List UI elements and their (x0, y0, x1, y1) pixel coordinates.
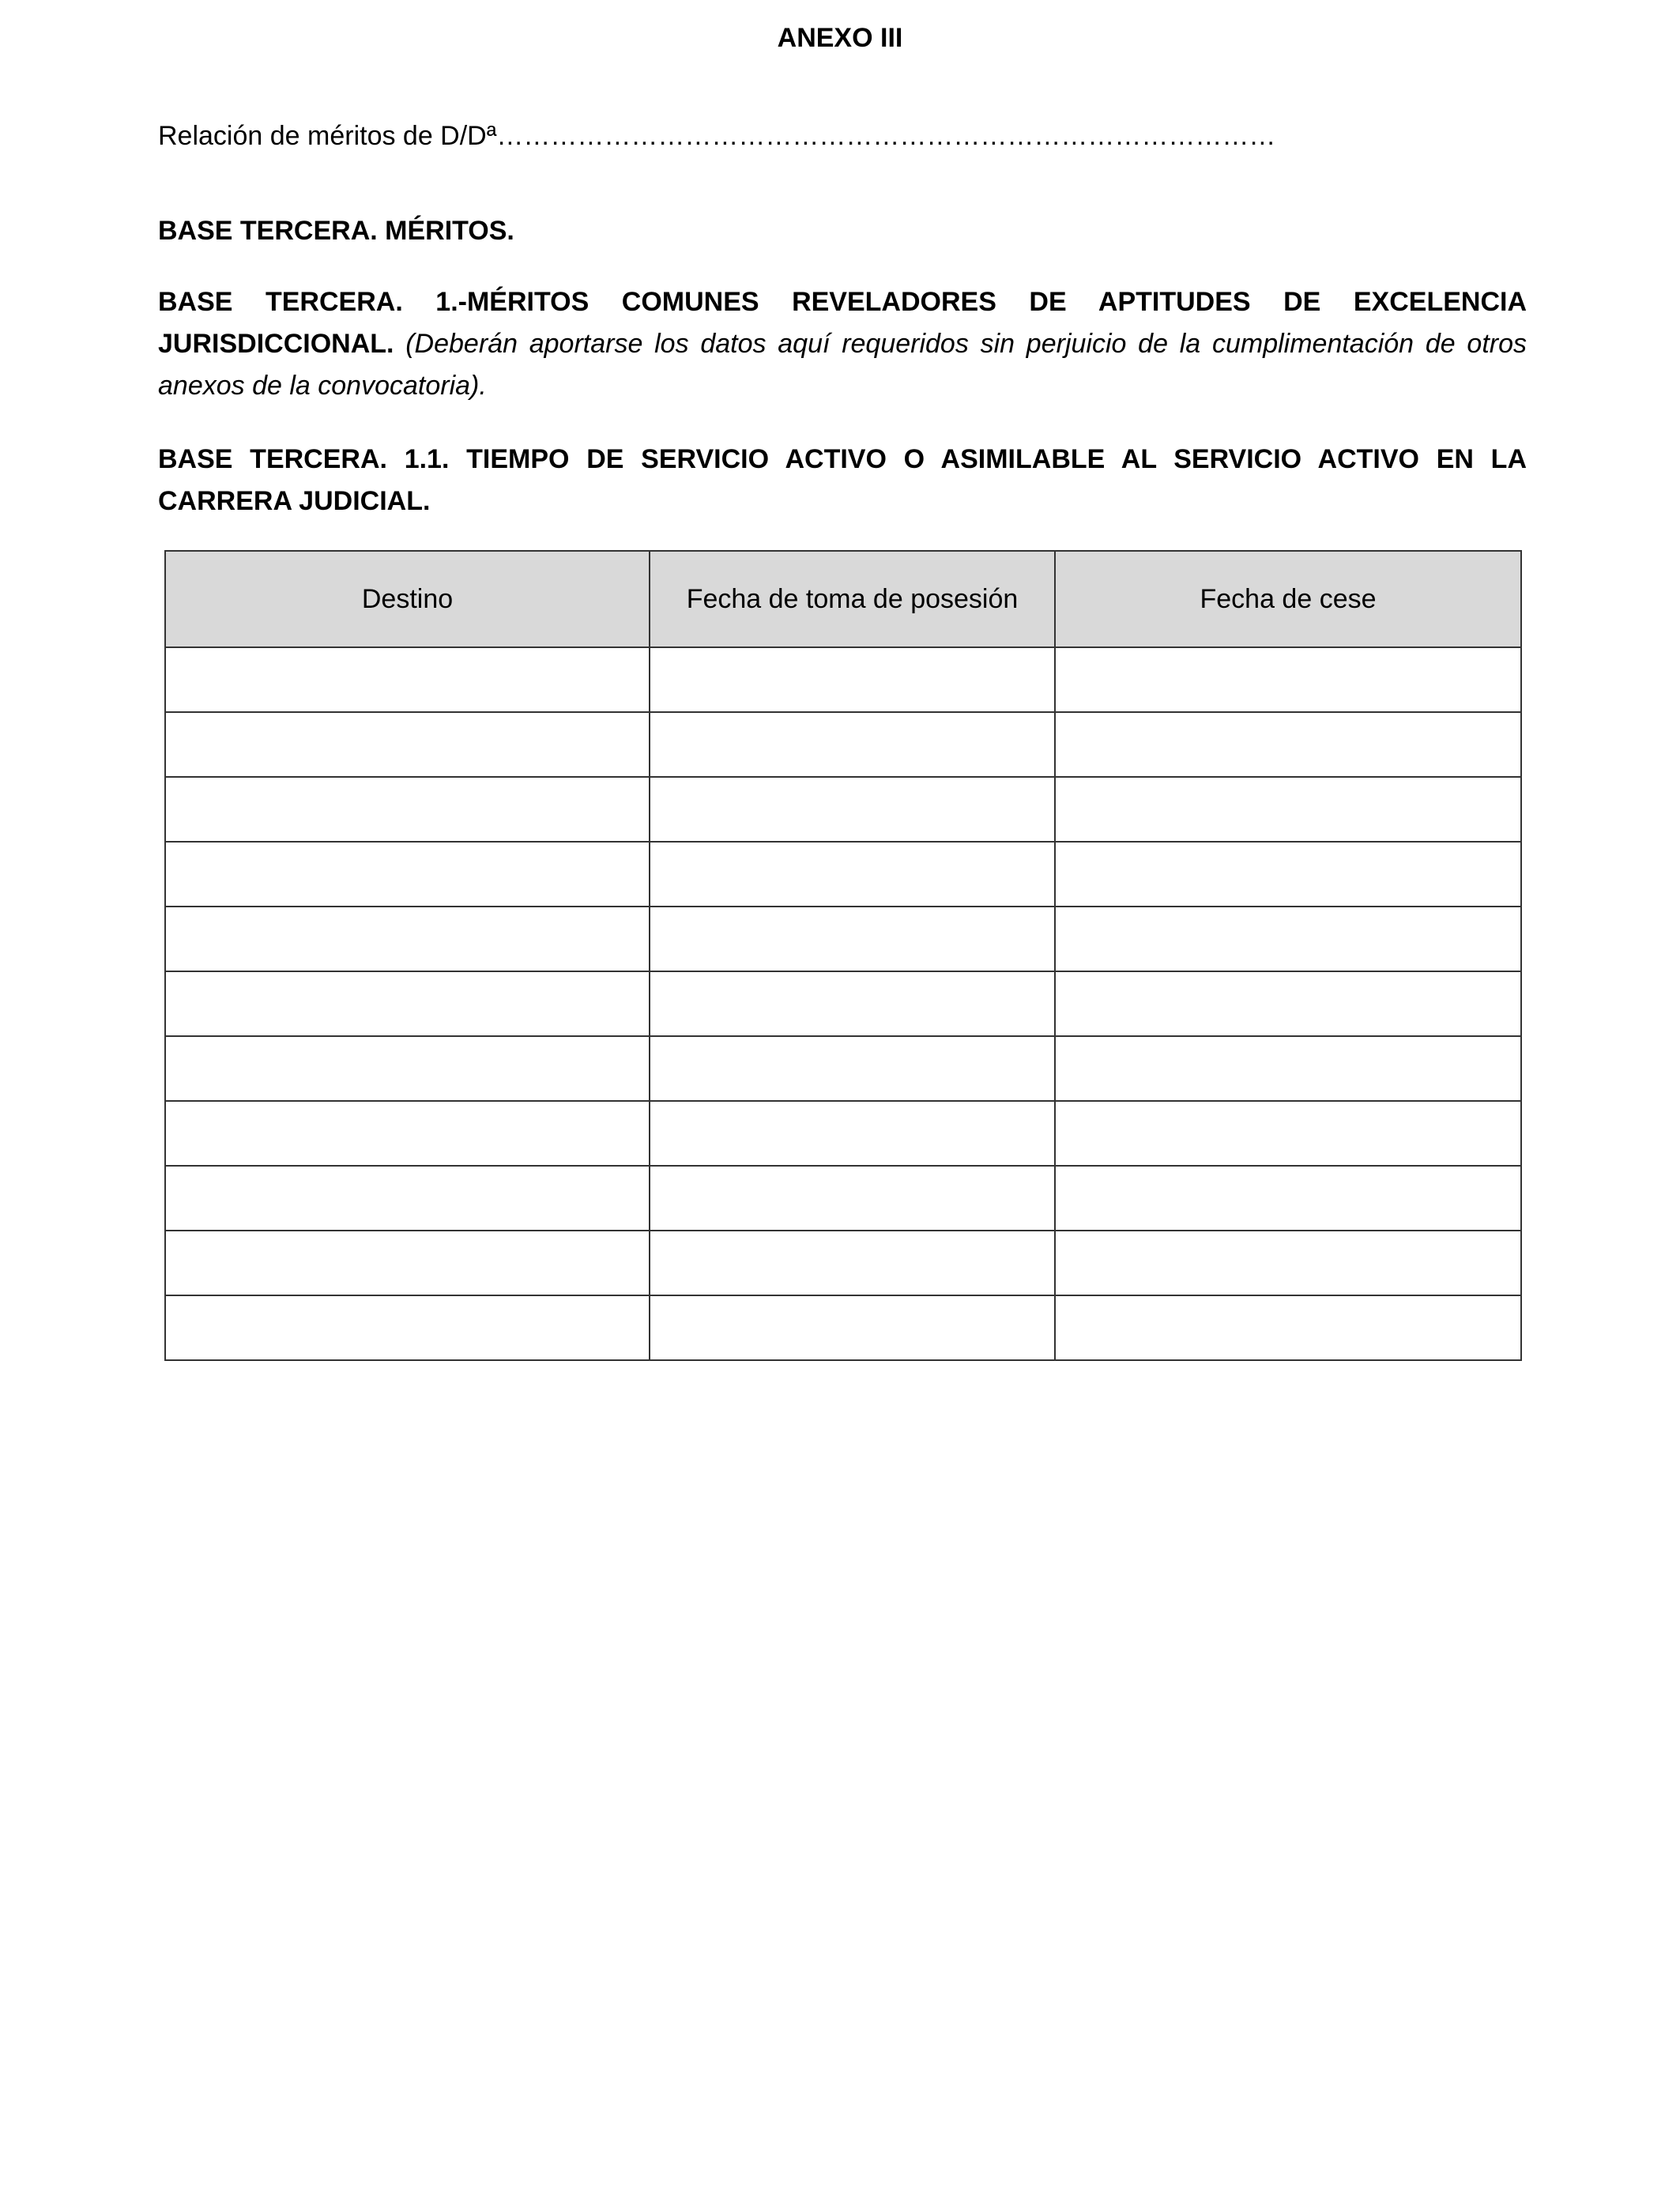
cell-destino[interactable] (165, 777, 650, 842)
cell-fecha-cese[interactable] (1055, 842, 1521, 907)
table-row (165, 1231, 1521, 1295)
cell-fecha-cese[interactable] (1055, 647, 1521, 712)
cell-fecha-toma-posesion[interactable] (650, 647, 1055, 712)
heading-merits: BASE TERCERA. MÉRITOS. (158, 216, 514, 246)
table-row (165, 971, 1521, 1036)
table-row (165, 907, 1521, 971)
table-row (165, 777, 1521, 842)
cell-fecha-toma-posesion[interactable] (650, 1036, 1055, 1101)
cell-fecha-toma-posesion[interactable] (650, 1231, 1055, 1295)
section-service-time-title: BASE TERCERA. 1.1. TIEMPO DE SERVICIO ACTIVO O ASIMILABLE AL SERVICIO ACTIVO EN LA CARRERA JUDICIAL. (158, 444, 1527, 516)
cell-destino[interactable] (165, 712, 650, 777)
cell-destino[interactable] (165, 971, 650, 1036)
cell-destino[interactable] (165, 842, 650, 907)
cell-fecha-cese[interactable] (1055, 1231, 1521, 1295)
table-row (165, 1295, 1521, 1360)
cell-fecha-cese[interactable] (1055, 777, 1521, 842)
annex-title: ANEXO III (777, 23, 903, 53)
cell-fecha-cese[interactable] (1055, 1295, 1521, 1360)
section-common-merits (158, 281, 1527, 407)
table-header-row (165, 551, 1521, 647)
header-fecha-cese: Fecha de cese (1055, 551, 1521, 647)
cell-fecha-cese[interactable] (1055, 712, 1521, 777)
header-destino: Destino (165, 551, 650, 647)
cell-destino[interactable] (165, 1036, 650, 1101)
table-row (165, 842, 1521, 907)
header-fecha-toma-posesion: Fecha de toma de posesión (650, 551, 1055, 647)
section-common-merits-note: (Deberán aportarse los datos aquí requeridos sin perjuicio de la cumplimentación de otros anexos de la convocatoria). (158, 329, 1527, 401)
cell-fecha-toma-posesion[interactable] (650, 971, 1055, 1036)
cell-fecha-toma-posesion[interactable] (650, 1295, 1055, 1360)
cell-fecha-toma-posesion[interactable] (650, 842, 1055, 907)
cell-fecha-toma-posesion[interactable] (650, 712, 1055, 777)
cell-fecha-toma-posesion[interactable] (650, 907, 1055, 971)
table-row (165, 647, 1521, 712)
cell-fecha-cese[interactable] (1055, 907, 1521, 971)
cell-fecha-cese[interactable] (1055, 1101, 1521, 1166)
cell-destino[interactable] (165, 1166, 650, 1231)
cell-fecha-toma-posesion[interactable] (650, 1166, 1055, 1231)
cell-destino[interactable] (165, 1295, 650, 1360)
relation-of-merits-line: Relación de méritos de D/Dª…………………………………………………………………………… (158, 121, 1276, 151)
cell-destino[interactable] (165, 647, 650, 712)
cell-destino[interactable] (165, 1231, 650, 1295)
cell-fecha-toma-posesion[interactable] (650, 777, 1055, 842)
table-row (165, 1101, 1521, 1166)
cell-fecha-cese[interactable] (1055, 1036, 1521, 1101)
table-row (165, 1166, 1521, 1231)
section-common-merits-title: BASE TERCERA. 1.-MÉRITOS COMUNES REVELADORES DE APTITUDES DE EXCELENCIA JURISDICCIONAL. (158, 287, 1527, 359)
service-time-table (164, 550, 1522, 1361)
cell-fecha-toma-posesion[interactable] (650, 1101, 1055, 1166)
table-row (165, 712, 1521, 777)
table-row (165, 1036, 1521, 1101)
cell-fecha-cese[interactable] (1055, 971, 1521, 1036)
cell-fecha-cese[interactable] (1055, 1166, 1521, 1231)
cell-destino[interactable] (165, 1101, 650, 1166)
cell-destino[interactable] (165, 907, 650, 971)
